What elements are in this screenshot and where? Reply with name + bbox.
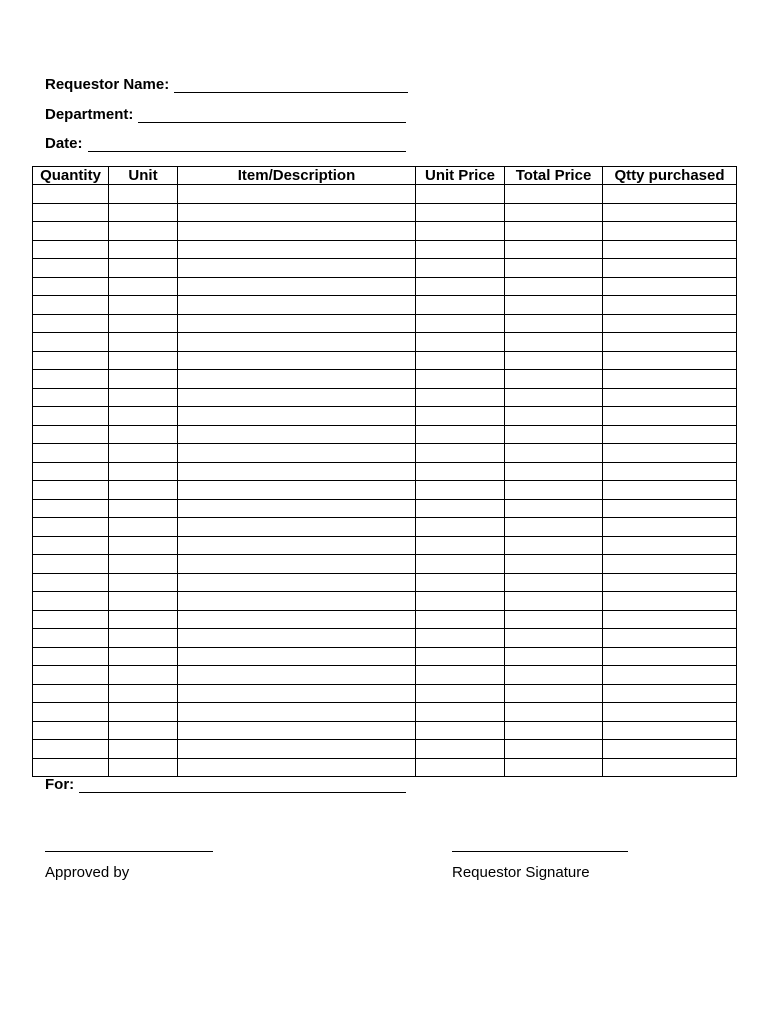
table-cell[interactable] — [505, 684, 603, 703]
table-cell[interactable] — [33, 666, 109, 685]
table-cell[interactable] — [416, 499, 505, 518]
table-cell[interactable] — [416, 185, 505, 204]
approved-by-signature-line[interactable] — [45, 850, 213, 852]
table-cell[interactable] — [109, 684, 178, 703]
column-header-total-price: Total Price — [505, 167, 603, 185]
for-input-line[interactable] — [79, 778, 406, 793]
table-cell[interactable] — [505, 333, 603, 352]
table-cell[interactable] — [178, 351, 416, 370]
table-cell[interactable] — [505, 370, 603, 389]
table-row — [33, 555, 737, 574]
table-cell[interactable] — [505, 610, 603, 629]
table-cell[interactable] — [109, 721, 178, 740]
items-table-body — [33, 185, 737, 777]
table-cell[interactable] — [178, 222, 416, 241]
table-cell[interactable] — [33, 185, 109, 204]
table-row — [33, 499, 737, 518]
table-cell[interactable] — [505, 425, 603, 444]
approved-by-label: Approved by — [45, 864, 130, 881]
table-cell[interactable] — [178, 573, 416, 592]
table-cell[interactable] — [33, 370, 109, 389]
table-cell[interactable] — [505, 203, 603, 222]
table-cell[interactable] — [603, 555, 737, 574]
table-cell[interactable] — [33, 240, 109, 259]
table-cell[interactable] — [416, 407, 505, 426]
table-cell[interactable] — [178, 666, 416, 685]
table-cell[interactable] — [33, 555, 109, 574]
table-cell[interactable] — [33, 425, 109, 444]
table-cell[interactable] — [603, 222, 737, 241]
table-cell[interactable] — [416, 740, 505, 759]
table-cell[interactable] — [505, 573, 603, 592]
table-cell[interactable] — [505, 629, 603, 648]
table-cell[interactable] — [33, 518, 109, 537]
table-cell[interactable] — [603, 444, 737, 463]
table-row — [33, 351, 737, 370]
table-cell[interactable] — [505, 388, 603, 407]
table-cell[interactable] — [33, 444, 109, 463]
table-cell[interactable] — [109, 370, 178, 389]
table-cell[interactable] — [109, 481, 178, 500]
table-cell[interactable] — [603, 277, 737, 296]
table-cell[interactable] — [178, 740, 416, 759]
table-cell[interactable] — [109, 758, 178, 777]
table-cell[interactable] — [109, 296, 178, 315]
table-cell[interactable] — [603, 351, 737, 370]
table-cell[interactable] — [109, 314, 178, 333]
table-row — [33, 203, 737, 222]
table-cell[interactable] — [603, 388, 737, 407]
table-cell[interactable] — [416, 333, 505, 352]
table-cell[interactable] — [603, 499, 737, 518]
table-cell[interactable] — [505, 462, 603, 481]
table-cell[interactable] — [109, 425, 178, 444]
table-cell[interactable] — [33, 629, 109, 648]
table-cell[interactable] — [416, 388, 505, 407]
table-cell[interactable] — [109, 351, 178, 370]
table-cell[interactable] — [178, 314, 416, 333]
table-cell[interactable] — [505, 277, 603, 296]
table-row — [33, 314, 737, 333]
table-cell[interactable] — [33, 573, 109, 592]
table-cell[interactable] — [505, 666, 603, 685]
table-cell[interactable] — [109, 740, 178, 759]
table-cell[interactable] — [178, 277, 416, 296]
table-row — [33, 629, 737, 648]
table-cell[interactable] — [505, 222, 603, 241]
table-cell[interactable] — [178, 518, 416, 537]
table-cell[interactable] — [416, 610, 505, 629]
table-cell[interactable] — [178, 296, 416, 315]
table-cell[interactable] — [603, 333, 737, 352]
table-cell[interactable] — [603, 684, 737, 703]
table-row — [33, 666, 737, 685]
table-cell[interactable] — [416, 684, 505, 703]
table-row — [33, 240, 737, 259]
table-cell[interactable] — [416, 296, 505, 315]
table-cell[interactable] — [33, 277, 109, 296]
table-cell[interactable] — [178, 444, 416, 463]
table-cell[interactable] — [416, 351, 505, 370]
table-cell[interactable] — [33, 610, 109, 629]
table-cell[interactable] — [505, 703, 603, 722]
department-input-line[interactable] — [138, 108, 406, 123]
table-cell[interactable] — [603, 536, 737, 555]
column-header-unit-price: Unit Price — [416, 167, 505, 185]
table-cell[interactable] — [416, 703, 505, 722]
table-cell[interactable] — [33, 296, 109, 315]
table-cell[interactable] — [603, 592, 737, 611]
for-label: For: — [45, 776, 75, 793]
table-cell[interactable] — [603, 481, 737, 500]
table-cell[interactable] — [603, 703, 737, 722]
table-cell[interactable] — [33, 314, 109, 333]
table-cell[interactable] — [33, 351, 109, 370]
table-cell[interactable] — [416, 425, 505, 444]
table-row — [33, 592, 737, 611]
table-cell[interactable] — [505, 536, 603, 555]
table-row — [33, 703, 737, 722]
table-cell[interactable] — [416, 444, 505, 463]
table-cell[interactable] — [416, 314, 505, 333]
column-header-unit: Unit — [109, 167, 178, 185]
table-row — [33, 573, 737, 592]
table-cell[interactable] — [178, 647, 416, 666]
table-cell[interactable] — [178, 259, 416, 278]
table-cell[interactable] — [109, 388, 178, 407]
table-cell[interactable] — [603, 240, 737, 259]
table-cell[interactable] — [178, 370, 416, 389]
table-cell[interactable] — [603, 629, 737, 648]
column-header-quantity: Quantity — [33, 167, 109, 185]
table-cell[interactable] — [33, 721, 109, 740]
table-cell[interactable] — [109, 499, 178, 518]
table-cell[interactable] — [178, 610, 416, 629]
table-row — [33, 740, 737, 759]
table-cell[interactable] — [603, 425, 737, 444]
table-cell[interactable] — [505, 758, 603, 777]
table-cell[interactable] — [33, 407, 109, 426]
table-cell[interactable] — [33, 333, 109, 352]
table-cell[interactable] — [603, 721, 737, 740]
table-cell[interactable] — [603, 740, 737, 759]
table-cell[interactable] — [109, 444, 178, 463]
table-row — [33, 684, 737, 703]
table-cell[interactable] — [178, 536, 416, 555]
table-cell[interactable] — [603, 203, 737, 222]
table-cell[interactable] — [505, 351, 603, 370]
table-cell[interactable] — [505, 444, 603, 463]
table-cell[interactable] — [505, 296, 603, 315]
table-cell[interactable] — [603, 647, 737, 666]
table-cell[interactable] — [416, 481, 505, 500]
table-cell[interactable] — [109, 647, 178, 666]
table-cell[interactable] — [603, 462, 737, 481]
requestor-signature-label: Requestor Signature — [452, 864, 590, 881]
table-cell[interactable] — [33, 684, 109, 703]
table-cell[interactable] — [603, 259, 737, 278]
table-cell[interactable] — [603, 314, 737, 333]
items-table — [32, 166, 737, 777]
date-input-line[interactable] — [88, 137, 406, 152]
date-field — [45, 135, 406, 152]
table-cell[interactable] — [603, 370, 737, 389]
table-cell[interactable] — [109, 555, 178, 574]
table-cell[interactable] — [178, 425, 416, 444]
table-cell[interactable] — [603, 185, 737, 204]
table-row — [33, 536, 737, 555]
table-cell[interactable] — [603, 573, 737, 592]
for-field — [45, 776, 406, 793]
date-label: Date: — [45, 135, 83, 152]
table-cell[interactable] — [416, 666, 505, 685]
table-cell[interactable] — [505, 499, 603, 518]
table-cell[interactable] — [416, 259, 505, 278]
table-cell[interactable] — [33, 703, 109, 722]
table-cell[interactable] — [178, 684, 416, 703]
table-row — [33, 444, 737, 463]
requestor-signature-line[interactable] — [452, 850, 628, 852]
table-cell[interactable] — [178, 185, 416, 204]
table-row — [33, 259, 737, 278]
table-cell[interactable] — [109, 222, 178, 241]
table-row — [33, 425, 737, 444]
department-field — [45, 106, 406, 123]
table-row — [33, 296, 737, 315]
table-cell[interactable] — [416, 222, 505, 241]
table-cell[interactable] — [109, 610, 178, 629]
table-cell[interactable] — [33, 536, 109, 555]
table-cell[interactable] — [109, 259, 178, 278]
table-cell[interactable] — [416, 629, 505, 648]
table-row — [33, 758, 737, 777]
table-cell[interactable] — [416, 536, 505, 555]
table-cell[interactable] — [178, 240, 416, 259]
table-cell[interactable] — [109, 592, 178, 611]
table-cell[interactable] — [603, 296, 737, 315]
table-cell[interactable] — [109, 703, 178, 722]
table-cell[interactable] — [416, 518, 505, 537]
table-cell[interactable] — [178, 629, 416, 648]
table-cell[interactable] — [178, 592, 416, 611]
table-cell[interactable] — [33, 740, 109, 759]
table-cell[interactable] — [178, 758, 416, 777]
requestor-name-field — [45, 76, 408, 93]
table-row — [33, 647, 737, 666]
table-cell[interactable] — [33, 647, 109, 666]
table-cell[interactable] — [416, 758, 505, 777]
table-cell[interactable] — [505, 314, 603, 333]
table-cell[interactable] — [109, 462, 178, 481]
table-cell[interactable] — [505, 240, 603, 259]
table-cell[interactable] — [178, 333, 416, 352]
table-cell[interactable] — [178, 462, 416, 481]
table-cell[interactable] — [109, 333, 178, 352]
table-row — [33, 277, 737, 296]
table-cell[interactable] — [416, 592, 505, 611]
table-cell[interactable] — [109, 240, 178, 259]
column-header-item-description: Item/Description — [178, 167, 416, 185]
table-cell[interactable] — [178, 481, 416, 500]
table-cell[interactable] — [505, 518, 603, 537]
table-cell[interactable] — [109, 536, 178, 555]
table-cell[interactable] — [33, 499, 109, 518]
table-cell[interactable] — [109, 277, 178, 296]
table-cell[interactable] — [109, 203, 178, 222]
table-cell[interactable] — [109, 666, 178, 685]
table-cell[interactable] — [416, 462, 505, 481]
table-cell[interactable] — [416, 573, 505, 592]
table-header-row — [33, 167, 737, 185]
table-row — [33, 721, 737, 740]
table-cell[interactable] — [505, 555, 603, 574]
table-cell[interactable] — [505, 721, 603, 740]
table-cell[interactable] — [603, 758, 737, 777]
table-row — [33, 185, 737, 204]
table-row — [33, 518, 737, 537]
table-row — [33, 370, 737, 389]
table-cell[interactable] — [603, 518, 737, 537]
table-row — [33, 610, 737, 629]
table-cell[interactable] — [33, 462, 109, 481]
table-row — [33, 407, 737, 426]
table-cell[interactable] — [603, 610, 737, 629]
table-cell[interactable] — [109, 629, 178, 648]
table-cell[interactable] — [178, 555, 416, 574]
table-cell[interactable] — [416, 277, 505, 296]
table-cell[interactable] — [416, 721, 505, 740]
table-cell[interactable] — [33, 259, 109, 278]
table-cell[interactable] — [178, 721, 416, 740]
table-row — [33, 388, 737, 407]
table-cell[interactable] — [505, 259, 603, 278]
table-cell[interactable] — [33, 222, 109, 241]
requestor-name-input-line[interactable] — [174, 78, 408, 93]
table-cell[interactable] — [603, 666, 737, 685]
table-cell[interactable] — [505, 740, 603, 759]
table-cell[interactable] — [505, 185, 603, 204]
table-cell[interactable] — [33, 481, 109, 500]
table-cell[interactable] — [416, 555, 505, 574]
table-cell[interactable] — [109, 518, 178, 537]
table-cell[interactable] — [178, 703, 416, 722]
table-cell[interactable] — [416, 370, 505, 389]
table-cell[interactable] — [416, 240, 505, 259]
table-row — [33, 462, 737, 481]
table-cell[interactable] — [109, 573, 178, 592]
table-cell[interactable] — [33, 388, 109, 407]
column-header-qtty-purchased: Qtty purchased — [603, 167, 737, 185]
table-row — [33, 222, 737, 241]
table-cell[interactable] — [178, 388, 416, 407]
table-cell[interactable] — [33, 758, 109, 777]
table-cell[interactable] — [33, 592, 109, 611]
requestor-name-label: Requestor Name: — [45, 76, 170, 93]
table-cell[interactable] — [603, 407, 737, 426]
table-cell[interactable] — [505, 407, 603, 426]
table-cell[interactable] — [33, 203, 109, 222]
table-cell[interactable] — [178, 499, 416, 518]
table-row — [33, 481, 737, 500]
table-row — [33, 333, 737, 352]
table-cell[interactable] — [178, 407, 416, 426]
table-cell[interactable] — [109, 407, 178, 426]
table-cell[interactable] — [109, 185, 178, 204]
table-cell[interactable] — [505, 592, 603, 611]
table-cell[interactable] — [505, 481, 603, 500]
table-cell[interactable] — [416, 647, 505, 666]
table-cell[interactable] — [178, 203, 416, 222]
table-cell[interactable] — [505, 647, 603, 666]
table-cell[interactable] — [416, 203, 505, 222]
department-label: Department: — [45, 106, 134, 123]
